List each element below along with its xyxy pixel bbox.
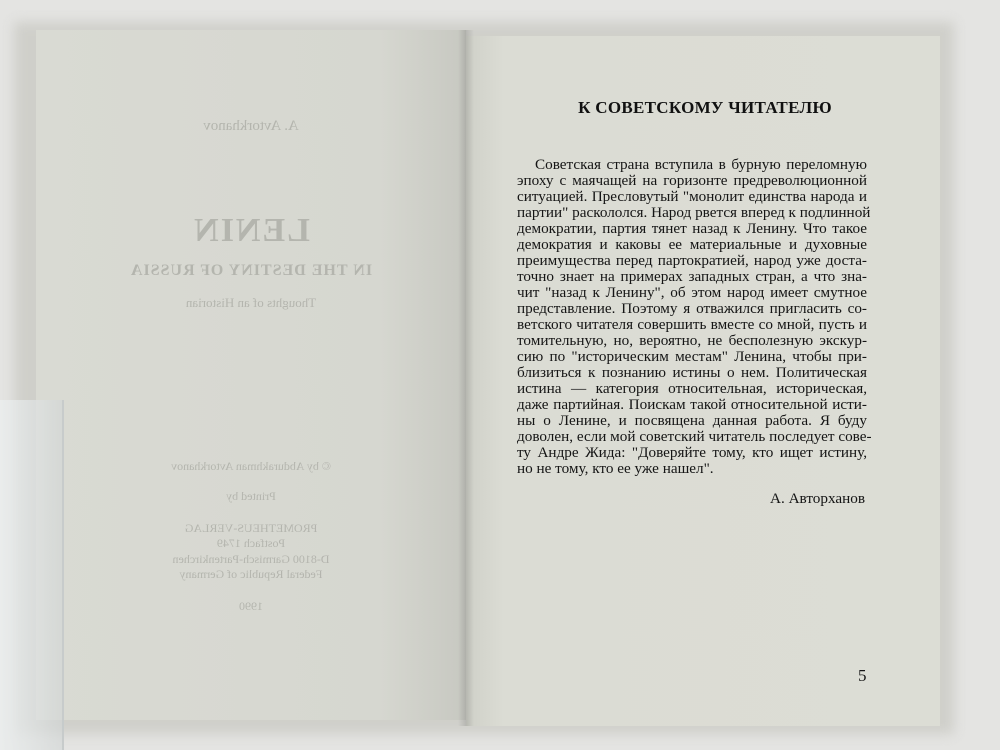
text-line: партии" раскололся. Народ рвется вперед к подлинной [517,204,871,221]
text-line: ту Андре Жида: "Доверяйте тому, кто ищет истину, [517,444,867,461]
page-number: 5 [858,666,867,685]
text-line: преимущества перед партократией, народ уже доста- [517,252,867,269]
show-through-printed-by: Printed by [226,489,276,503]
text-line: истина — категория относительная, историческая, [517,380,867,397]
text-line: томительную, но, вероятно, не бесполезную экскур- [517,332,867,349]
text-line: близиться к познанию истины о нем. Политическая [517,364,867,381]
text-line: но не тому, кто ее уже нашел". [517,460,714,477]
text-line: ветского читателя совершить вместе со мной, пусть и [517,316,867,333]
text-line: представление. Поэтому я отважился пригласить со- [517,300,867,317]
show-through-copyright: © by Abdurakhman Avtorkhanov [171,459,331,473]
show-through-title: LENIN [192,212,310,249]
page-heading: К СОВЕТСКОМУ ЧИТАТЕЛЮ [578,98,832,117]
body-text [517,156,872,477]
text-line: демократии, партия тянет назад к Ленину. Что такое [517,220,867,237]
text-line: чит "назад к Ленину", об этом народ имеет смутное [517,284,867,301]
text-line: Советская страна вступила в бурную переломную [535,156,867,173]
show-through-year: 1990 [239,599,263,613]
text-line: ны о Ленине, и посвящена данная работа. Я буду [517,412,867,429]
show-through-city: D-8100 Garmisch-Partenkirchen [172,552,330,566]
text-line: даже партийная. Поискам такой относительной исти- [517,396,867,413]
text-line: точно знает на примерах западных стран, а что зна- [517,268,867,285]
show-through-country: Federal Republic of Germany [179,567,323,581]
author-signature: А. Авторханов [770,490,865,507]
text-line: ситуацией. Пресловутый "монолит единства народа и [517,188,867,205]
show-through-tagline: Thoughts of an Historian [185,295,317,310]
text-line: эпоху с маячащей на горизонте предреволюционной [517,172,867,189]
text-line: доволен, если мой советский читатель последует сове- [517,428,872,445]
show-through-postbox: Postfach 1749 [216,536,286,550]
show-through-author: A. Avtorkhanov [203,118,299,134]
text-line: сию по "историческим местам" Ленина, чтобы при- [517,348,867,365]
plastic-sleeve [0,400,64,750]
text-line: демократия и каковы ее материальные и духовные [517,236,867,253]
show-through-subtitle: IN THE DESTINY OF RUSSIA [129,262,373,279]
show-through-publisher: PROMETHEUS-VERLAG [184,521,318,535]
